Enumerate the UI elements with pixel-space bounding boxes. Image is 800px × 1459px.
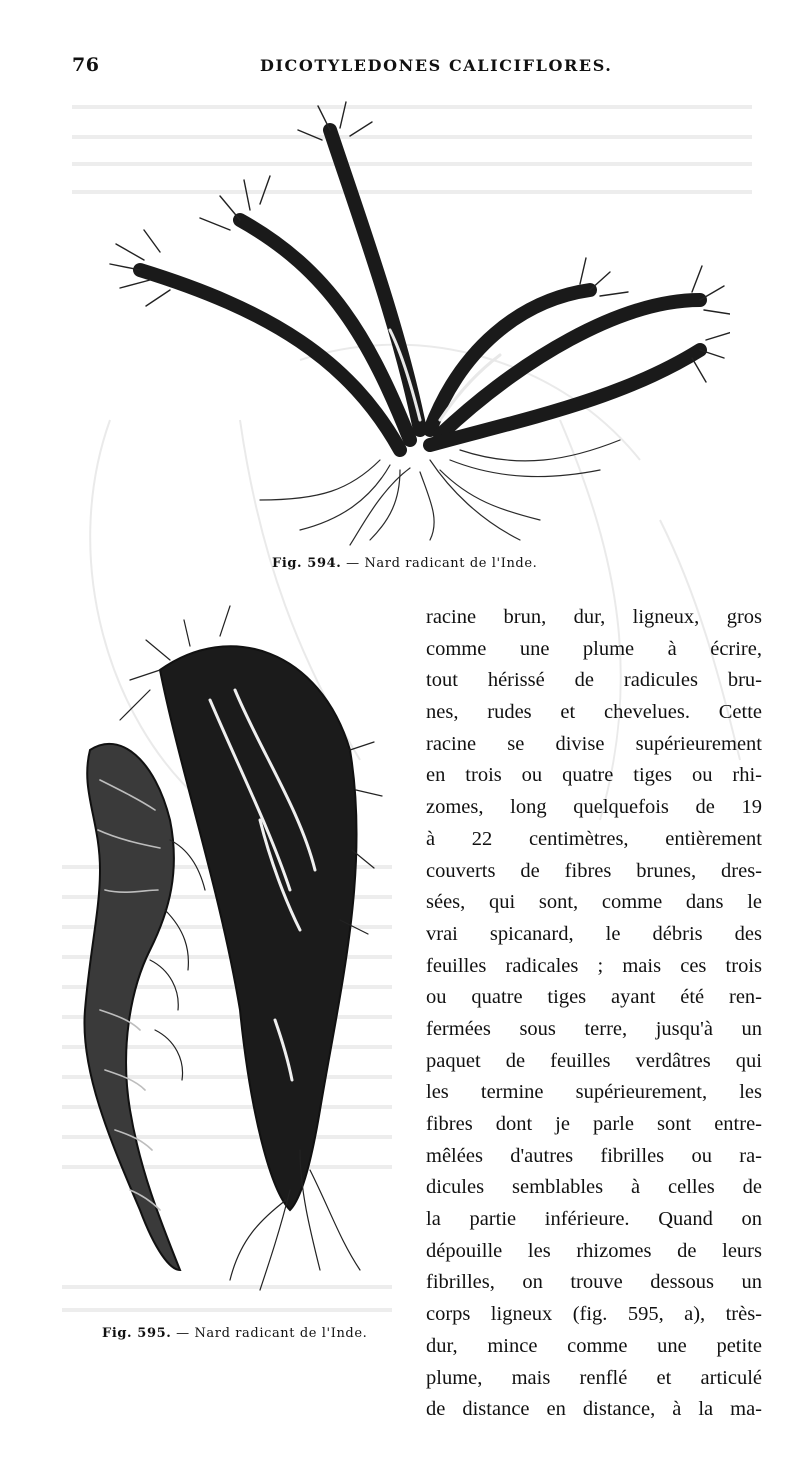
text-line: les termine supérieurement, les bbox=[426, 1081, 762, 1104]
text-line: plume, mais renflé et articulé bbox=[426, 1366, 762, 1389]
text-line: dicules semblables à celles de bbox=[426, 1176, 762, 1199]
text-line: feuilles radicales ; mais ces trois bbox=[426, 954, 762, 977]
text-line: vrai spicanard, le débris des bbox=[426, 922, 762, 945]
text-line: comme une plume à écrire, bbox=[426, 637, 762, 660]
figure-594-caption-text: — Nard radicant de l'Inde. bbox=[341, 556, 538, 571]
text-line: fermées sous terre, jusqu'à un bbox=[426, 1017, 762, 1040]
text-line: paquet de feuilles verdâtres qui bbox=[426, 1049, 762, 1072]
nard-rhizome-engraving-icon bbox=[60, 590, 400, 1320]
text-line: de distance en distance, à la ma- bbox=[426, 1398, 762, 1421]
text-line: nes, rudes et chevelues. Cette bbox=[426, 701, 762, 724]
text-line: sées, qui sont, comme dans le bbox=[426, 891, 762, 914]
nard-root-engraving-icon bbox=[100, 100, 730, 550]
figure-594-caption bbox=[272, 556, 537, 571]
figure-594-label: Fig. 594. bbox=[272, 556, 342, 571]
text-line: dépouille les rhizomes de leurs bbox=[426, 1239, 762, 1262]
running-title: DICOTYLEDONES CALICIFLORES. bbox=[260, 56, 613, 75]
text-line: ou quatre tiges ayant été ren- bbox=[426, 986, 762, 1009]
text-line: racine se divise supérieurement bbox=[426, 732, 762, 755]
figure-595-label: Fig. 595. bbox=[102, 1326, 172, 1341]
text-line: racine brun, dur, ligneux, gros bbox=[426, 606, 762, 628]
body-text-column bbox=[426, 602, 762, 1426]
text-line: tout hérissé de radicules bru- bbox=[426, 669, 762, 692]
running-head bbox=[0, 54, 800, 84]
text-line: zomes, long quelquefois de 19 bbox=[426, 796, 762, 819]
page-number: 76 bbox=[72, 54, 100, 76]
text-line: couverts de fibres brunes, dres- bbox=[426, 859, 762, 882]
text-line: la partie inférieure. Quand on bbox=[426, 1208, 762, 1231]
figure-595-caption-text: — Nard radicant de l'Inde. bbox=[171, 1326, 368, 1341]
figure-595-caption bbox=[102, 1326, 367, 1341]
text-line: fibres dont je parle sont entre- bbox=[426, 1113, 762, 1135]
text-line: à 22 centimètres, entièrement bbox=[426, 827, 762, 850]
text-line: fibrilles, on trouve dessous un bbox=[426, 1271, 762, 1294]
text-line: mêlées d'autres fibrilles ou ra- bbox=[426, 1144, 762, 1167]
text-line: en trois ou quatre tiges ou rhi- bbox=[426, 764, 762, 787]
text-line: dur, mince comme une petite bbox=[426, 1334, 762, 1357]
text-line: corps ligneux (fig. 595, a), très- bbox=[426, 1303, 762, 1326]
